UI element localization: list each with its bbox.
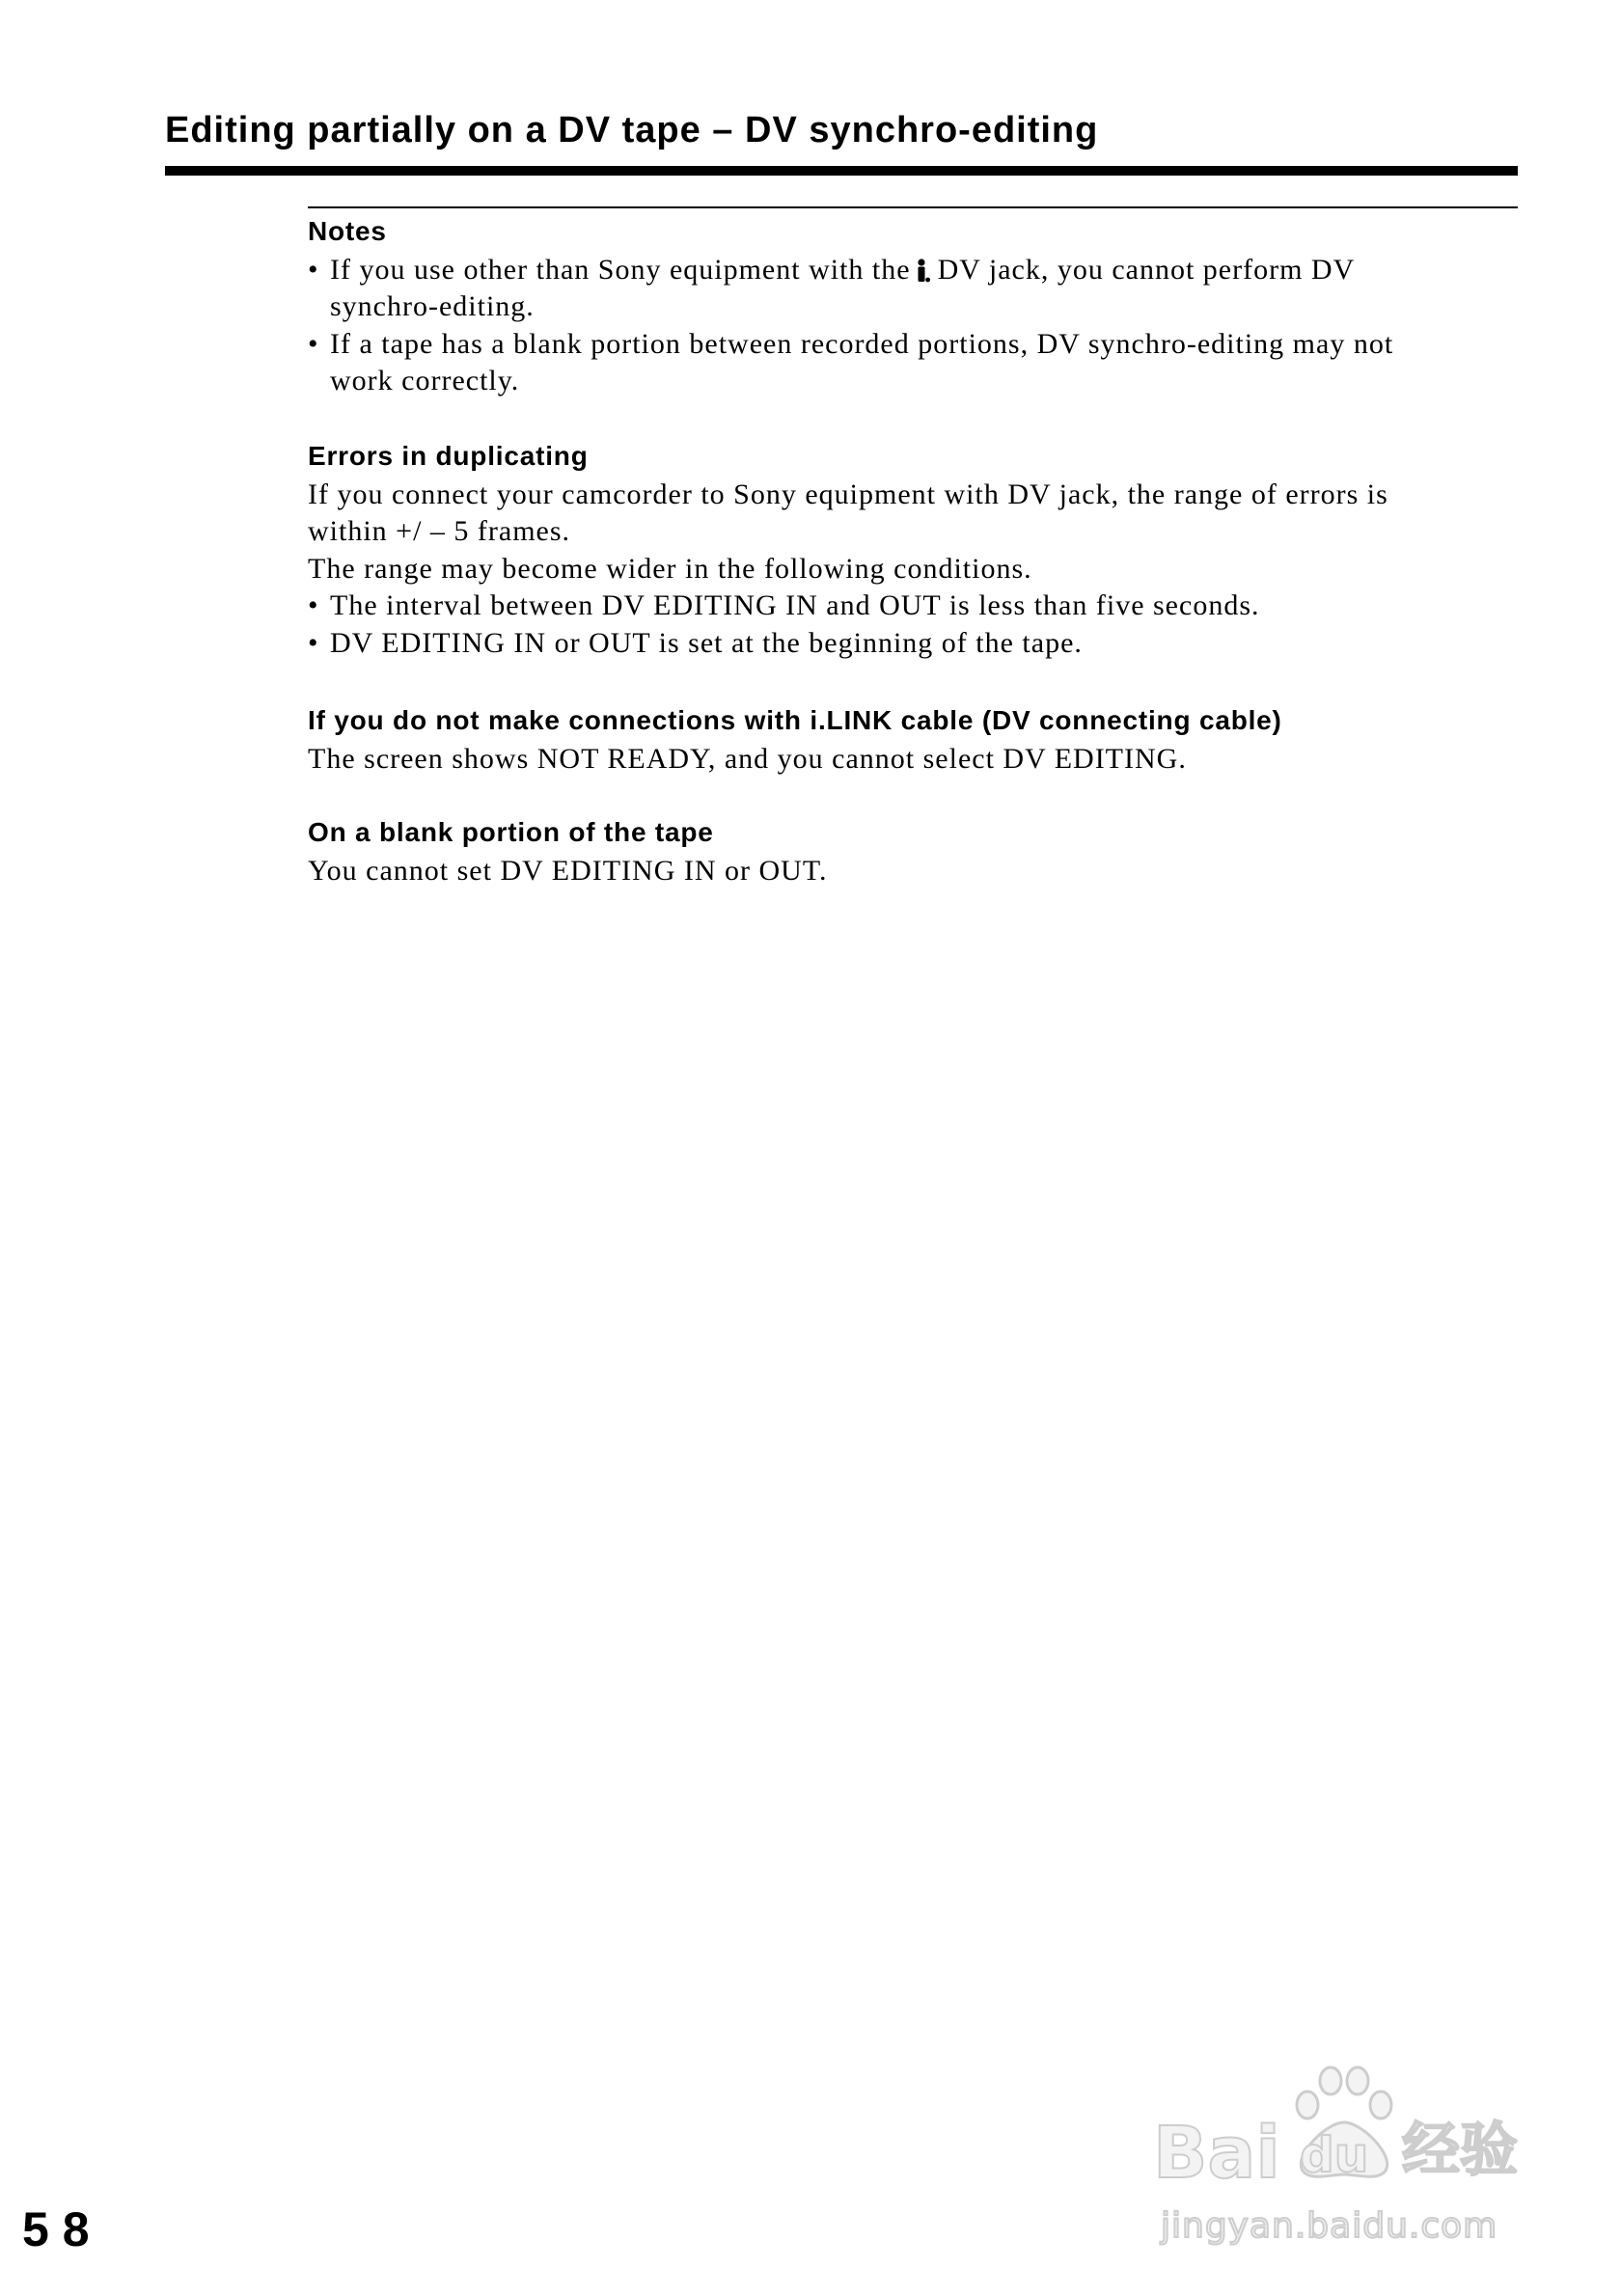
notes-heading: Notes [308,216,387,246]
watermark-brand-right: du [1300,2127,1369,2183]
notes-item-2-line-1: • If a tape has a blank portion between recorded portions, DV synchro-editing may not [308,326,1562,364]
ilink-icon-head [918,259,924,265]
notes-item-1-text-before-icon: If you use other than Sony equipment with the [330,253,911,286]
no-connection-section [308,702,1562,778]
paw-toe [1320,2067,1341,2094]
no-connection-heading: If you do not make connections with i.LINK cable (DV connecting cable) [308,705,1282,735]
ilink-icon-body [918,266,924,282]
baidu-watermark [1153,2064,1539,2257]
page-number: 58 [22,2202,103,2256]
notes-item-1-line-1 [308,252,1562,289]
ilink-icon-dot [925,277,930,282]
errors-paragraph-line-3: The range may become wider in the following conditions. [308,552,1032,585]
blank-portion-heading: On a blank portion of the tape [308,817,714,847]
notes-item-2-line-2: work correctly. [330,365,520,396]
no-connection-text: The screen shows NOT READY, and you cannot select DV EDITING. [308,742,1187,775]
errors-item-1: • The interval between DV EDITING IN and OUT is less than five seconds. [308,588,1562,625]
page-title: Editing partially on a DV tape – DV synchro-editing [165,110,1099,150]
title-rule [165,166,1518,176]
ilink-icon [916,259,930,283]
notes-item-1-line-2: synchro-editing. [330,290,535,322]
blank-portion-text: You cannot set DV EDITING IN or OUT. [308,854,828,887]
errors-item-2: • DV EDITING IN or OUT is set at the beginning of the tape. [308,625,1562,663]
paw-toe [1370,2091,1391,2118]
paw-toe [1297,2091,1318,2118]
errors-paragraph-line-1: If you connect your camcorder to Sony equipment with DV jack, the range of errors is [308,478,1388,510]
paw-toe [1347,2067,1368,2094]
blank-portion-section [308,814,1562,889]
watermark-brand-cn: 经验 [1402,2117,1518,2184]
watermark-brand-left: Bai [1153,2112,1280,2195]
notes-item-1-text-after-icon: DV jack, you cannot perform DV [937,253,1356,286]
notes-section [308,213,1562,400]
notes-rule [308,206,1518,208]
errors-section [308,438,1562,662]
errors-heading: Errors in duplicating [308,441,589,471]
errors-paragraph-line-2: within +/ – 5 frames. [308,515,571,547]
watermark-url: jingyan.baidu.com [1161,2206,1498,2246]
